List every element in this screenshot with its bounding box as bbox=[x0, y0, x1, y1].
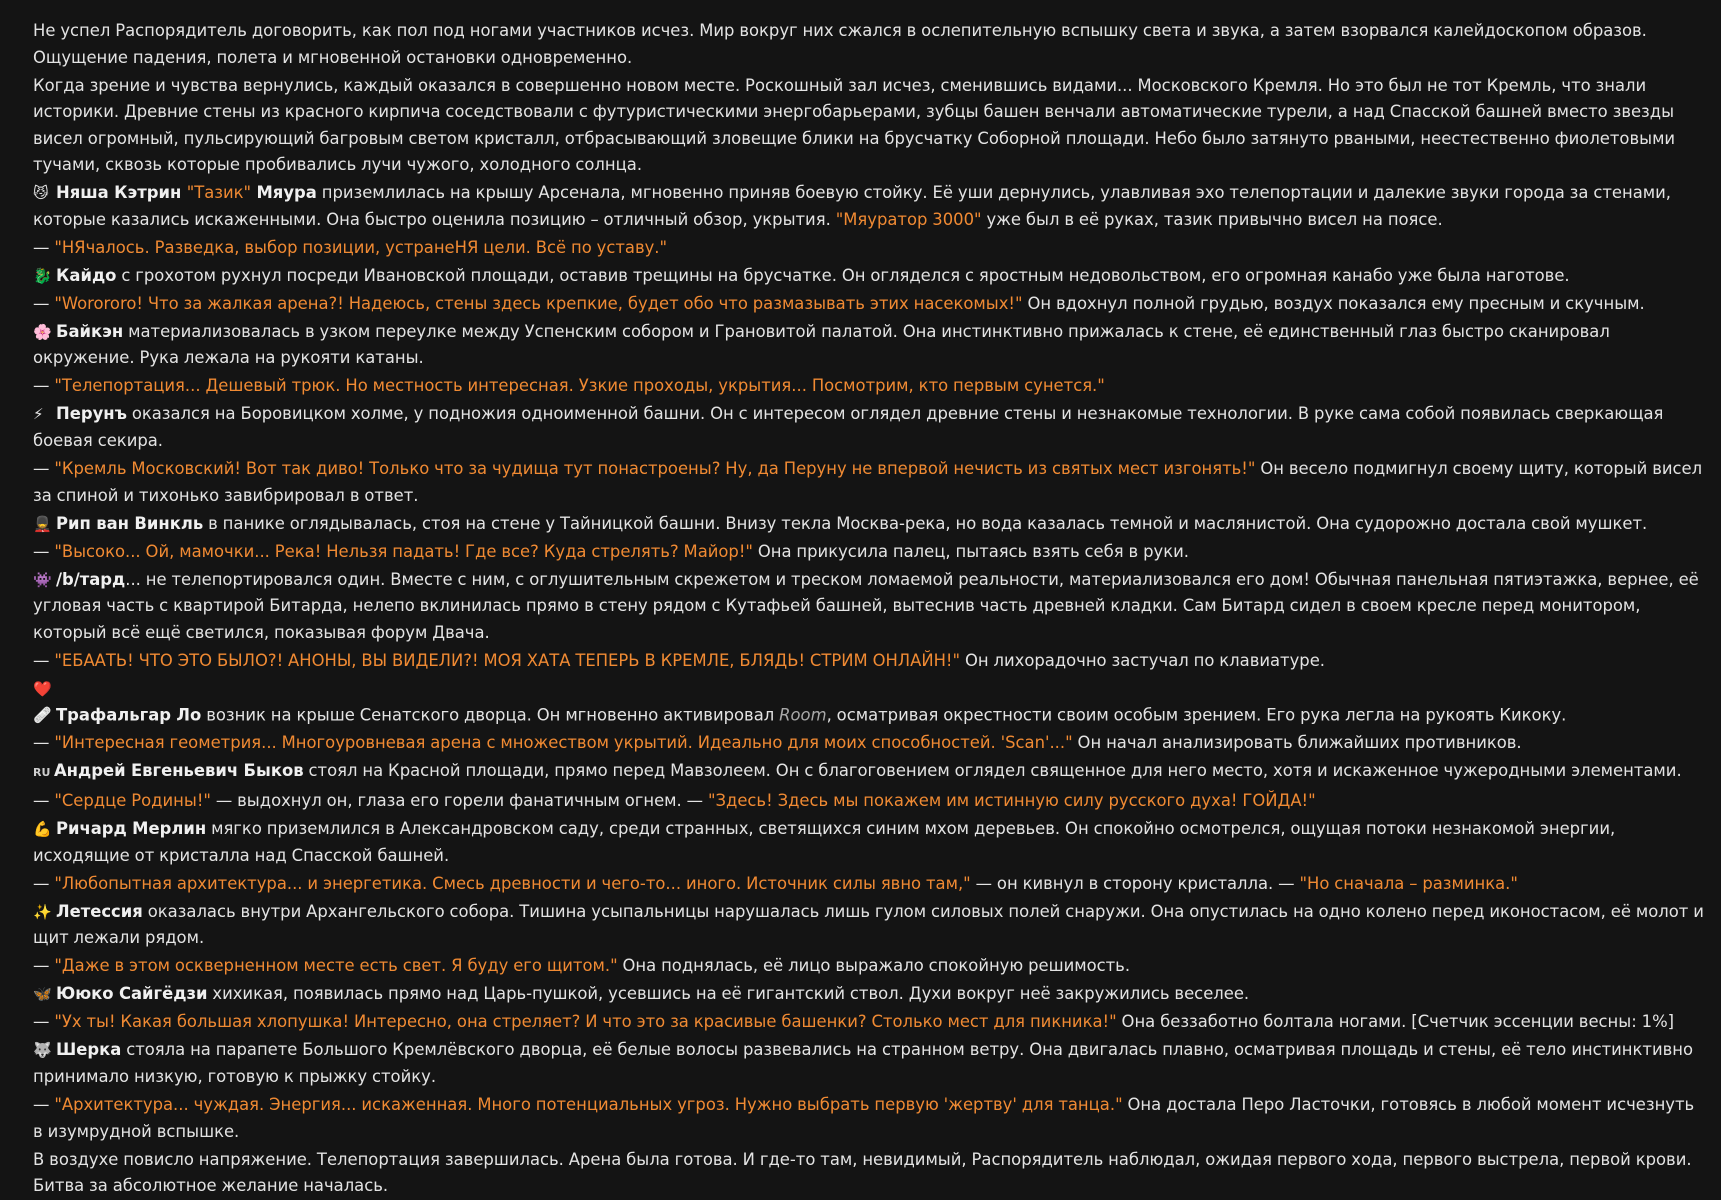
narration-text: — bbox=[33, 956, 55, 976]
quote-text: "Архитектура... чуждая. Энергия... искаженная. Много потенциальных угроз. Нужно выбрать первую 'жертву' для танца." bbox=[54, 1094, 1123, 1114]
character-name: Андрей Евгеньевич Быков bbox=[54, 761, 304, 781]
quote-text: "ЕБААТЬ! ЧТО ЭТО БЫЛО?! АНОНЫ, ВЫ ВИДЕЛИ?! МОЯ ХАТА ТЕПЕРЬ В КРЕМЛЕ, БЛЯДЬ! СТРИМ ОНЛАЙН!" bbox=[54, 650, 961, 670]
narration-text: — bbox=[33, 237, 55, 257]
quote-text: "Тазик" bbox=[186, 183, 252, 203]
story-paragraph bbox=[33, 981, 1707, 1008]
story-paragraph bbox=[33, 1037, 1707, 1090]
narration-text: — bbox=[33, 541, 55, 561]
character-name: Ююко Сайгёдзи bbox=[56, 984, 208, 1004]
quote-text: "Высоко... Ой, мамочки... Река! Нельзя падать! Где все? Куда стрелять? Майор!" bbox=[54, 541, 753, 561]
story-paragraph bbox=[33, 758, 1707, 787]
story-paragraph bbox=[33, 180, 1707, 233]
character-name: Шерка bbox=[56, 1040, 122, 1060]
quote-text: "Worororo! Что за жалкая арена?! Надеюсь, стены здесь крепкие, будет обо что размазывать этих насекомых!" bbox=[54, 293, 1023, 313]
story-paragraph bbox=[33, 291, 1707, 318]
story-paragraph bbox=[33, 1092, 1707, 1145]
character-emoji-icon: ✨ bbox=[33, 902, 52, 921]
narration-text: — bbox=[33, 459, 55, 479]
character-name: /b/тард bbox=[56, 569, 126, 589]
character-name: Няша Кэтрин bbox=[56, 183, 187, 203]
quote-text: "Здесь! Здесь мы покажем им истинную силу русского духа! ГОЙДА!" bbox=[707, 791, 1316, 811]
story-paragraph bbox=[33, 539, 1707, 566]
quote-text: "Даже в этом оскверненном месте есть свет. Я буду его щитом." bbox=[54, 956, 618, 976]
narration-text: Он весело подмигнул своему щиту, который висел за спиной и тихонько завибрировал в ответ. bbox=[33, 459, 1703, 505]
narration-text: возник на крыше Сенатского дворца. Он мгновенно активировал bbox=[201, 705, 780, 725]
quote-text: "Но сначала – разминка." bbox=[1299, 873, 1518, 893]
quote-text: "Кремль Московский! Вот так диво! Только что за чудища тут понастроены? Ну, да Перуну не впервой нечисть из святых мест изгонять!" bbox=[54, 459, 1256, 479]
narration-text: хихикая, появилась прямо над Царь-пушкой, усевшись на её гигантский ствол. Духи вокруг неё закружились веселее. bbox=[207, 984, 1250, 1004]
narration-text: — bbox=[33, 650, 55, 670]
story-paragraph bbox=[33, 953, 1707, 980]
narration-text: , осматривая окрестности своим особым зрением. Его рука легла на рукоять Кикоку. bbox=[826, 705, 1567, 725]
narration-text: с грохотом рухнул посреди Ивановской площади, оставив трещины на брусчатке. Он огляделся с яростным недовольством, его огромная канабо уже была наготове. bbox=[116, 265, 1570, 285]
quote-text: "НЯчалось. Разведка, выбор позиции, устранеНЯ цели. Всё по уставу." bbox=[54, 237, 668, 257]
narration-text: ... не телепортировался один. Вместе с ним, с оглушительным скрежетом и треском ломаемой реальности, материализовался его дом! Обычная панельная пятиэтажка, вернее, её угловая часть с квартирой Битарда, нелепо вклинилась прямо в стену рядом с Кутафьей башней, вытеснив часть древней кладки. Сам Битард сидел в своем кресле перед монитором, который всё ещё светился, показывая форум Двача. bbox=[33, 569, 1699, 642]
character-name: Мяура bbox=[251, 183, 317, 203]
emphasis-text: Room bbox=[779, 705, 827, 725]
story-paragraph bbox=[33, 401, 1707, 454]
narration-text: Когда зрение и чувства вернулись, каждый оказался в совершенно новом месте. Роскошный зал исчез, сменившись видами... Московского Кремля. Но это был не тот Кремль, что знали историки. Древние стены из красного кирпича соседствовали с футуристическими энергобарьерами, зубцы башен венчали автоматические турели, а над Спасской башней вместо звезды висел огромный, пульсирующий багровым светом кристалл, отбрасывающий зловещие блики на брусчатку Соборной площади. Небо было затянуто рваными, неестественно фиолетовыми тучами, сквозь которые пробивались лучи чужого, холодного солнца. bbox=[33, 75, 1676, 175]
narration-text: — bbox=[33, 293, 55, 313]
narration-text: приземлилась на крышу Арсенала, мгновенно приняв боевую стойку. Её уши дернулись, улавливая эхо телепортации и далекие звуки города за стенами, которые казались искаженными. Она быстро оценила позицию – отличный обзор, укрытия. bbox=[33, 183, 1671, 229]
narration-text: стояла на парапете Большого Кремлёвского дворца, её белые волосы развевались на странном ветру. Она двигалась плавно, осматривая площадь и стены, её тело инстинктивно принимало низкую, готовую к прыжку стойку. bbox=[33, 1040, 1694, 1086]
quote-text: "Интересная геометрия... Многоуровневая арена с множеством укрытий. Идеально для моих способностей. 'Scan'..." bbox=[54, 733, 1073, 753]
narration-text: Она достала Перо Ласточки, готовясь в любой момент исчезнуть в изумрудной вспышке. bbox=[33, 1094, 1695, 1141]
character-name: Рип ван Винкль bbox=[56, 513, 204, 533]
story-paragraph bbox=[33, 676, 1707, 729]
quote-text: "Сердце Родины!" bbox=[54, 791, 211, 811]
narration-text: Она прикусила палец, пытаясь взять себя в руки. bbox=[752, 541, 1189, 561]
story-paragraph bbox=[33, 18, 1707, 71]
narration-text: — bbox=[33, 376, 55, 396]
narration-text: В воздухе повисло напряжение. Телепортация завершилась. Арена была готова. И где-то там, невидимый, Распорядитель наблюдал, ожидая первого хода, первого выстрела, первой крови. Битва за абсолютное желание началась. bbox=[33, 1149, 1692, 1196]
narration-text: Он лихорадочно застучал по клавиатуре. bbox=[960, 650, 1325, 670]
narration-text: уже был в её руках, тазик привычно висел на поясе. bbox=[981, 209, 1443, 229]
narration-text: оказался на Боровицком холме, у подножия одноименной башни. Он с интересом оглядел древние стены и незнакомые технологии. В руке сама собой появилась сверкающая боевая секира. bbox=[33, 404, 1664, 451]
character-name: Перунъ bbox=[56, 404, 127, 424]
narration-text: — bbox=[33, 791, 55, 811]
narration-text: Он вдохнул полной грудью, воздух показался ему пресным и скучным. bbox=[1022, 293, 1645, 313]
story-paragraph bbox=[33, 73, 1707, 179]
character-name: Трафальгар Ло bbox=[56, 705, 202, 725]
story-paragraph bbox=[33, 730, 1707, 757]
story-paragraph bbox=[33, 648, 1707, 675]
story-paragraph bbox=[33, 456, 1707, 509]
narration-text: мягко приземлился в Александровском саду, среди странных, светящихся синим мхом деревьев. Он спокойно осмотрелся, ощущая потоки незнакомой энергии, исходящие от кристалла над Спасской башней. bbox=[33, 819, 1616, 865]
character-emoji-icon: 💪 bbox=[33, 820, 52, 839]
narration-text: — bbox=[33, 873, 55, 893]
narration-text: Не успел Распорядитель договорить, как пол под ногами участников исчез. Мир вокруг них сжался в ослепительную вспышку света и звука, а затем взорвался калейдоскопом образов. Ощущение падения, полета и мгновенной остановки одновременно. bbox=[33, 21, 1647, 67]
flag-icon: RU bbox=[33, 766, 51, 780]
character-emoji-icon: 🐺 bbox=[33, 1041, 52, 1060]
story-paragraph bbox=[33, 788, 1707, 815]
story-paragraph bbox=[33, 899, 1707, 952]
narration-text: — выдохнул он, глаза его горели фанатичным огнем. — bbox=[210, 791, 708, 811]
story-paragraph bbox=[33, 567, 1707, 647]
character-emoji-icon: 🌸 bbox=[33, 322, 52, 341]
story-paragraph bbox=[33, 235, 1707, 262]
character-emoji-icon: 😼 bbox=[33, 184, 49, 203]
character-name: Ричард Мерлин bbox=[56, 819, 207, 839]
narration-text: — bbox=[33, 733, 55, 753]
narration-text: в панике оглядывалась, стоя на стене у Тайницкой башни. Внизу текла Москва-река, но вода казалась темной и маслянистой. Она судорожно достала свой мушкет. bbox=[203, 513, 1648, 533]
character-emoji-icon: 💂 bbox=[33, 514, 52, 533]
narration-text: Она беззаботно болтала ногами. [Счетчик эссенции весны: 1%] bbox=[1116, 1012, 1675, 1032]
character-emoji-icon: ⚡ bbox=[33, 405, 44, 424]
story-paragraph bbox=[33, 263, 1707, 290]
story-paragraph bbox=[33, 1147, 1707, 1200]
quote-text: "Любопытная архитектура... и энергетика. Смесь древности и чего-то... иного. Источник силы явно там," bbox=[54, 873, 971, 893]
story-paragraph bbox=[33, 511, 1707, 538]
narration-text: Он начал анализировать ближайших противников. bbox=[1072, 733, 1522, 753]
character-emoji-icon: 👾 bbox=[33, 570, 52, 589]
character-name: Байкэн bbox=[56, 321, 124, 341]
narration-text: материализовалась в узком переулке между Успенским собором и Грановитой палатой. Она инстинктивно прижалась к стене, её единственный глаз быстро сканировал окружение. Рука лежала на рукояти катаны. bbox=[33, 321, 1610, 368]
narration-text: — bbox=[33, 1012, 55, 1032]
story-paragraph bbox=[33, 319, 1707, 372]
story-paragraph bbox=[33, 373, 1707, 400]
character-emoji-icon: 🦋 bbox=[33, 985, 52, 1004]
quote-text: "Ух ты! Какая большая хлопушка! Интересно, она стреляет? И что это за красивые башенки? Столько мест для пикника!" bbox=[54, 1012, 1117, 1032]
character-emoji-icon: 🐉 bbox=[33, 266, 52, 285]
character-name: Летессия bbox=[56, 901, 143, 921]
quote-text: "Телепортация... Дешевый трюк. Но местность интересная. Узкие проходы, укрытия... Посмотрим, кто первым сунется." bbox=[54, 376, 1105, 396]
story-paragraph bbox=[33, 871, 1707, 898]
narration-text: Она поднялась, её лицо выражало спокойную решимость. bbox=[617, 956, 1131, 976]
character-name: Кайдо bbox=[56, 265, 117, 285]
narration-text: — bbox=[33, 1094, 55, 1114]
quote-text: "Мяуратор 3000" bbox=[835, 209, 982, 229]
character-emoji-icon: ❤️🩹 bbox=[33, 679, 52, 725]
narration-text: стоял на Красной площади, прямо перед Мавзолеем. Он с благоговением оглядел священное для него место, хотя и искаженное чужеродными элементами. bbox=[303, 761, 1682, 781]
narration-text: — он кивнул в сторону кристалла. — bbox=[970, 873, 1300, 893]
story-paragraph bbox=[33, 1009, 1707, 1036]
narration-text: оказалась внутри Архангельского собора. Тишина усыпальницы нарушалась лишь гулом силовых полей снаружи. Она опустилась на одно колено перед иконостасом, её молот и щит лежали рядом. bbox=[33, 901, 1704, 948]
story-paragraph bbox=[33, 816, 1707, 869]
